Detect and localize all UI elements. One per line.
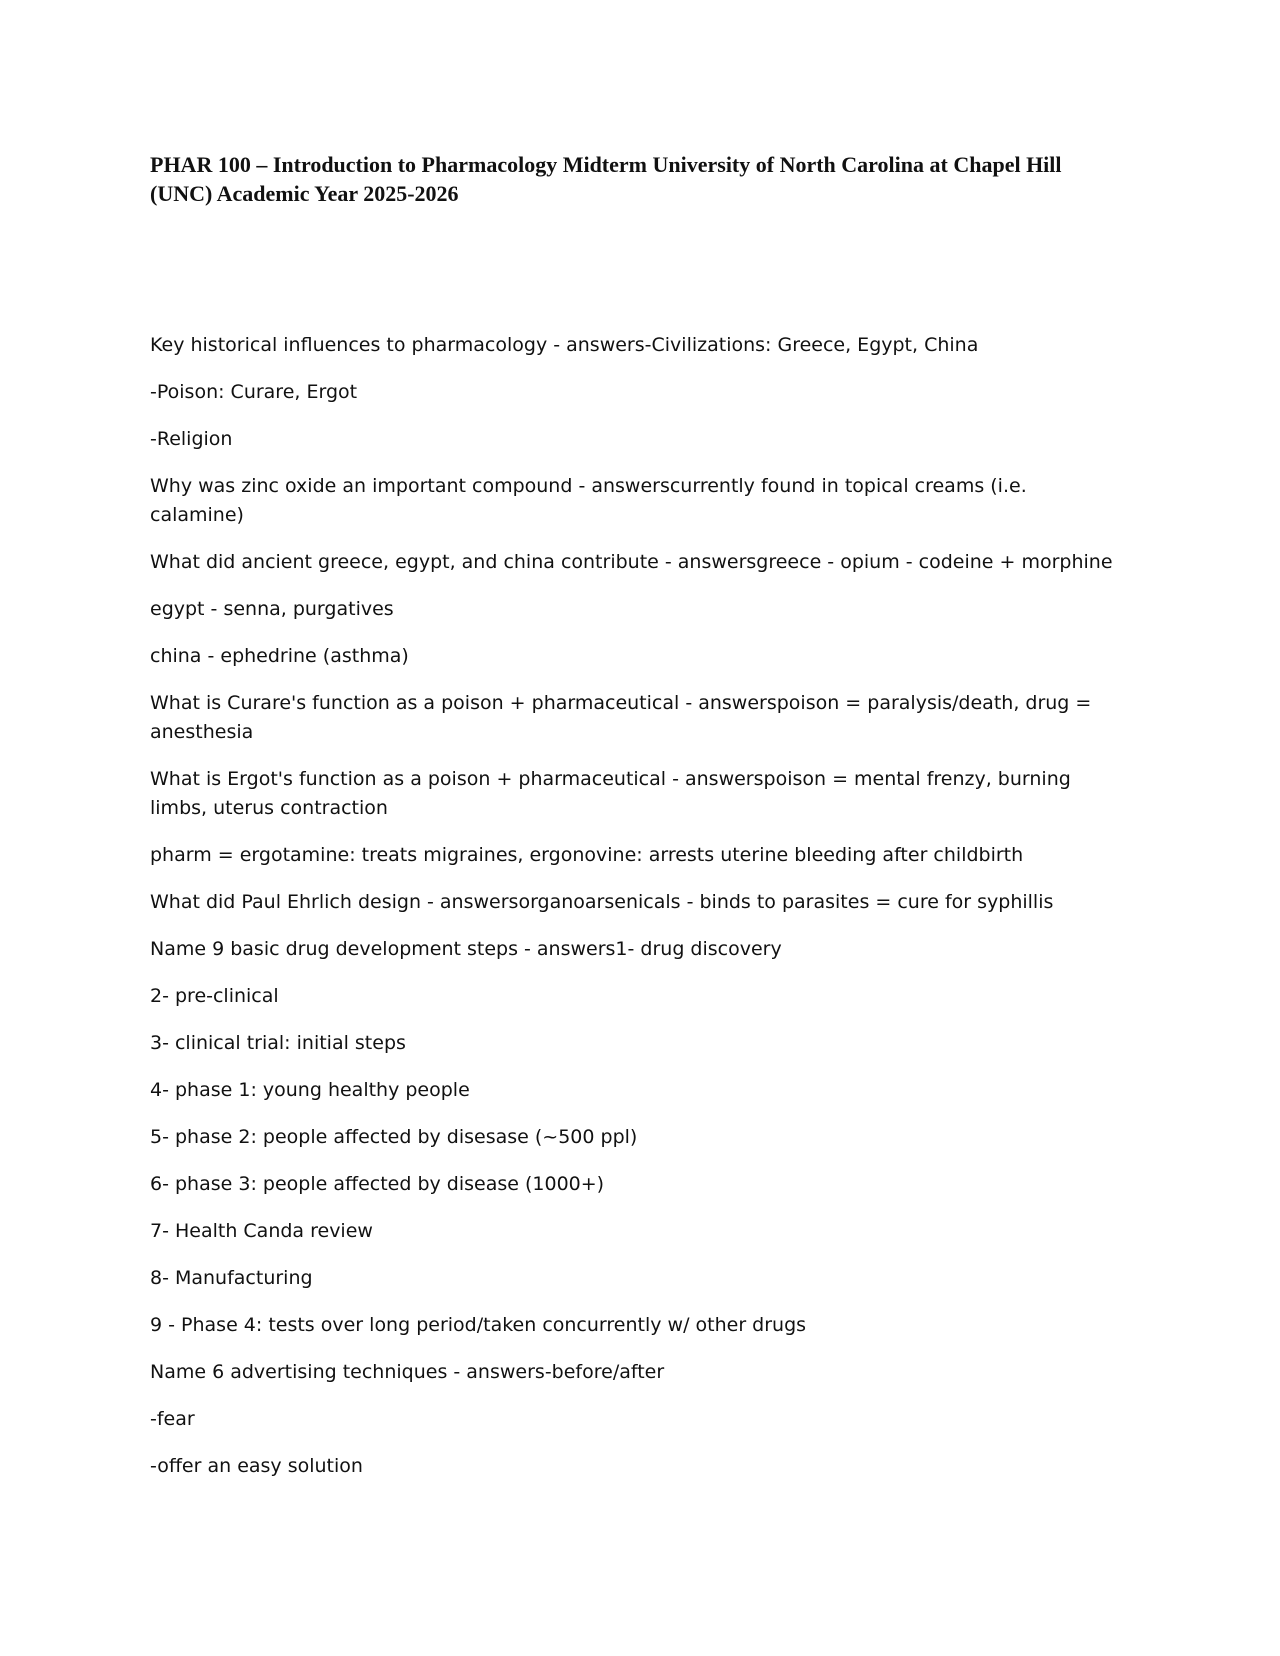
paragraph: Name 9 basic drug development steps - answers1- drug discovery [150,938,782,960]
paragraph: 9 - Phase 4: tests over long period/taken concurrently w/ other drugs [150,1314,807,1336]
paragraph: 2- pre-clinical [150,985,279,1007]
paragraph: 5- phase 2: people affected by disesase (~500 ppl) [150,1126,638,1148]
paragraph: -offer an easy solution [150,1455,363,1477]
paragraph: Why was zinc oxide an important compound - answerscurrently found in topical creams (i.e. calamine) [150,475,1027,526]
paragraph: -Religion [150,428,233,450]
paragraph: 8- Manufacturing [150,1267,313,1289]
document-body [150,331,1125,1499]
paragraph: 6- phase 3: people affected by disease (1000+) [150,1173,605,1195]
paragraph: 3- clinical trial: initial steps [150,1032,406,1054]
paragraph: Key historical influences to pharmacology - answers-Civilizations: Greece, Egypt, China [150,334,979,356]
paragraph: What is Ergot's function as a poison + pharmaceutical - answerspoison = mental frenzy, burning limbs, uterus contraction [150,768,1071,819]
paragraph: What did Paul Ehrlich design - answersorganoarsenicals - binds to parasites = cure for syphillis [150,891,1054,913]
paragraph: 7- Health Canda review [150,1220,373,1242]
paragraph: china - ephedrine (asthma) [150,645,409,667]
paragraph: -Poison: Curare, Ergot [150,381,358,403]
paragraph: pharm = ergotamine: treats migraines, ergonovine: arrests uterine bleeding after childbirth [150,844,1024,866]
paragraph: egypt - senna, purgatives [150,598,394,620]
document-title: PHAR 100 – Introduction to Pharmacology Midterm University of North Carolina at Chapel Hill (UNC) Academic Year 2025-2026 [150,152,1062,206]
paragraph: Name 6 advertising techniques - answers-before/after [150,1361,665,1383]
paragraph: -fear [150,1408,195,1430]
paragraph: What is Curare's function as a poison + pharmaceutical - answerspoison = paralysis/death, drug = anesthesia [150,692,1092,743]
paragraph: 4- phase 1: young healthy people [150,1079,470,1101]
paragraph: What did ancient greece, egypt, and china contribute - answersgreece - opium - codeine + morphine [150,551,1113,573]
